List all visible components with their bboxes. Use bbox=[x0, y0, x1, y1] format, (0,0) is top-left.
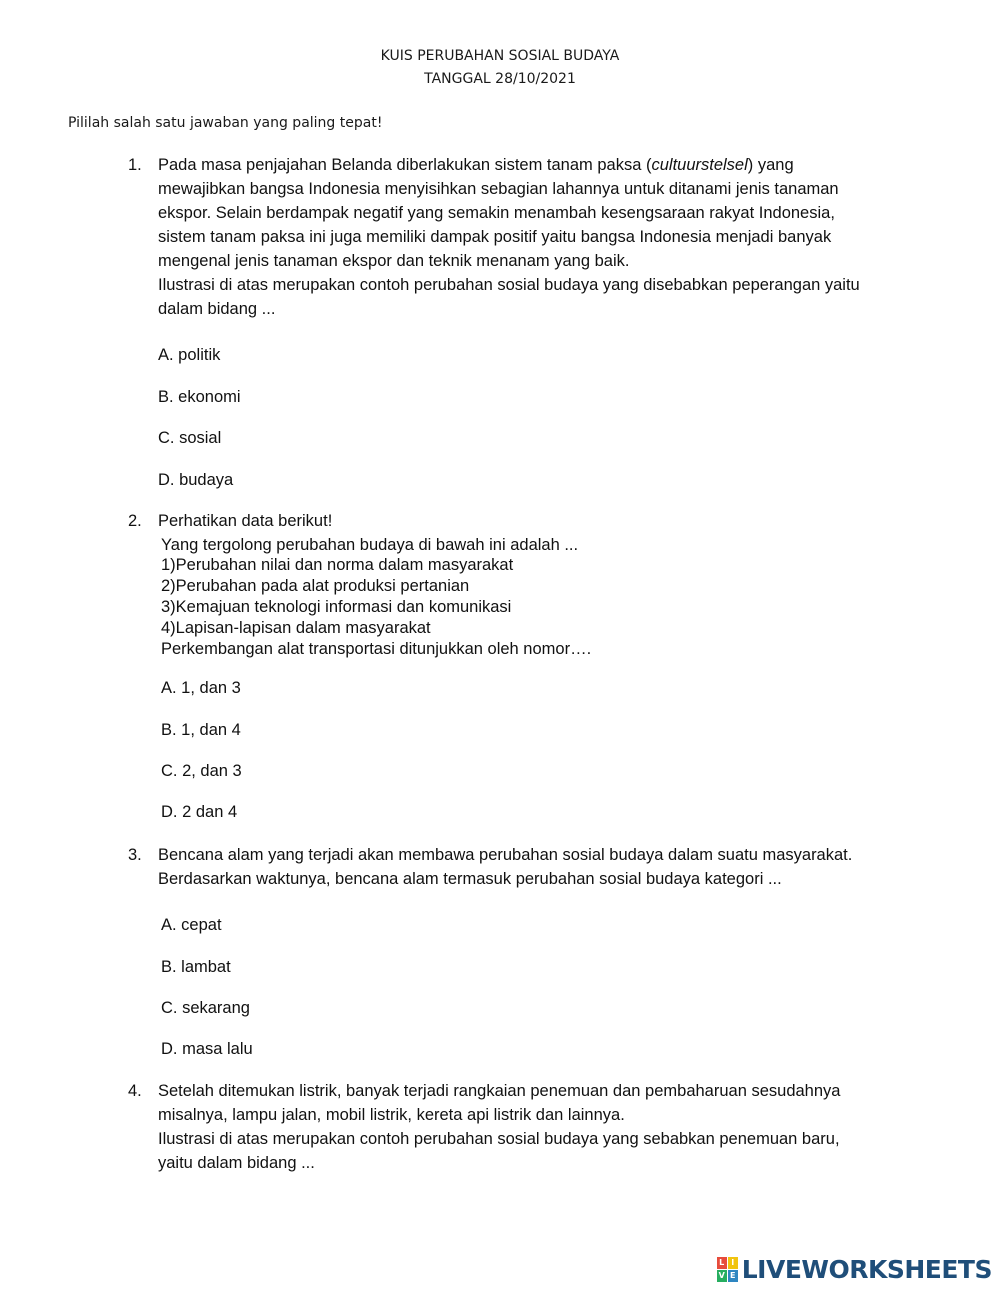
answer-option-b[interactable]: B. 1, dan 4 bbox=[161, 721, 241, 739]
question-line: 2)Perubahan pada alat produksi pertanian bbox=[161, 577, 470, 595]
answer-option-d[interactable]: D. masa lalu bbox=[161, 1040, 253, 1058]
question-text: ) yang bbox=[747, 156, 794, 174]
instruction-text: Pililah salah satu jawaban yang paling tepat! bbox=[68, 115, 383, 131]
question-line: Perhatikan data berikut! bbox=[158, 512, 333, 530]
question-line: Ilustrasi di atas merupakan contoh perubahan sosial budaya yang sebabkan penemuan baru, bbox=[158, 1130, 840, 1148]
question-line: Ilustrasi di atas merupakan contoh perubahan sosial budaya yang disebabkan peperangan yaitu bbox=[158, 276, 860, 294]
italic-term: cultuurstelsel bbox=[651, 156, 748, 174]
answer-option-b[interactable]: B. lambat bbox=[161, 958, 231, 976]
question-line bbox=[158, 156, 794, 175]
answer-option-d[interactable]: D. 2 dan 4 bbox=[161, 803, 238, 821]
question-number: 2. bbox=[128, 512, 142, 530]
answer-option-a[interactable]: A. cepat bbox=[161, 916, 222, 934]
answer-option-b[interactable]: B. ekonomi bbox=[158, 388, 241, 406]
question-line: mewajibkan bangsa Indonesia menyisihkan sebagian lahannya untuk ditanami jenis tanaman bbox=[158, 180, 839, 198]
logo-tile-l: L bbox=[717, 1257, 727, 1269]
answer-option-a[interactable]: A. politik bbox=[158, 346, 221, 364]
question-line: yaitu dalam bidang ... bbox=[158, 1154, 315, 1172]
question-line: 4)Lapisan-lapisan dalam masyarakat bbox=[161, 619, 431, 637]
question-line: ekspor. Selain berdampak negatif yang semakin menambah kesengsaraan rakyat Indonesia, bbox=[158, 204, 835, 222]
question-line: Berdasarkan waktunya, bencana alam termasuk perubahan sosial budaya kategori ... bbox=[158, 870, 782, 888]
logo-tile-v: V bbox=[718, 1270, 725, 1280]
page-title: KUIS PERUBAHAN SOSIAL BUDAYA bbox=[380, 48, 620, 64]
question-line: Setelah ditemukan listrik, banyak terjadi rangkaian penemuan dan pembaharuan sesudahnya bbox=[158, 1082, 841, 1100]
liveworksheets-logo[interactable] bbox=[717, 1255, 992, 1284]
answer-option-c[interactable]: C. sosial bbox=[158, 429, 222, 447]
question-number: 4. bbox=[128, 1082, 142, 1100]
page-date: TANGGAL 28/10/2021 bbox=[424, 71, 576, 87]
logo-tile-e: E bbox=[728, 1270, 738, 1282]
liveworksheets-logo-text: LIVEWORKSHEETS bbox=[741, 1255, 992, 1284]
question-number: 1. bbox=[128, 156, 142, 174]
question-number: 3. bbox=[128, 846, 142, 864]
question-line: Perkembangan alat transportasi ditunjukkan oleh nomor…. bbox=[161, 640, 592, 658]
question-line: dalam bidang ... bbox=[158, 300, 276, 318]
question-text: Pada masa penjajahan Belanda diberlakukan sistem tanam paksa ( bbox=[158, 156, 652, 174]
question-line: sistem tanam paksa ini juga memiliki dampak positif yaitu bangsa Indonesia menjadi banyak bbox=[158, 228, 832, 246]
liveworksheets-logo-icon bbox=[717, 1257, 739, 1283]
logo-tile-i: I bbox=[728, 1257, 738, 1269]
answer-option-a[interactable]: A. 1, dan 3 bbox=[161, 679, 241, 697]
question-line: Bencana alam yang terjadi akan membawa perubahan sosial budaya dalam suatu masyarakat. bbox=[158, 846, 853, 864]
answer-option-c[interactable]: C. sekarang bbox=[161, 999, 250, 1017]
question-line: misalnya, lampu jalan, mobil listrik, kereta api listrik dan lainnya. bbox=[158, 1106, 625, 1124]
question-line: Yang tergolong perubahan budaya di bawah ini adalah ... bbox=[161, 536, 579, 554]
question-line: mengenal jenis tanaman ekspor dan teknik menanam yang baik. bbox=[158, 252, 630, 270]
answer-option-d[interactable]: D. budaya bbox=[158, 471, 234, 489]
question-line: 3)Kemajuan teknologi informasi dan komunikasi bbox=[161, 598, 512, 616]
answer-option-c[interactable]: C. 2, dan 3 bbox=[161, 762, 242, 780]
question-line: 1)Perubahan nilai dan norma dalam masyarakat bbox=[161, 556, 514, 574]
